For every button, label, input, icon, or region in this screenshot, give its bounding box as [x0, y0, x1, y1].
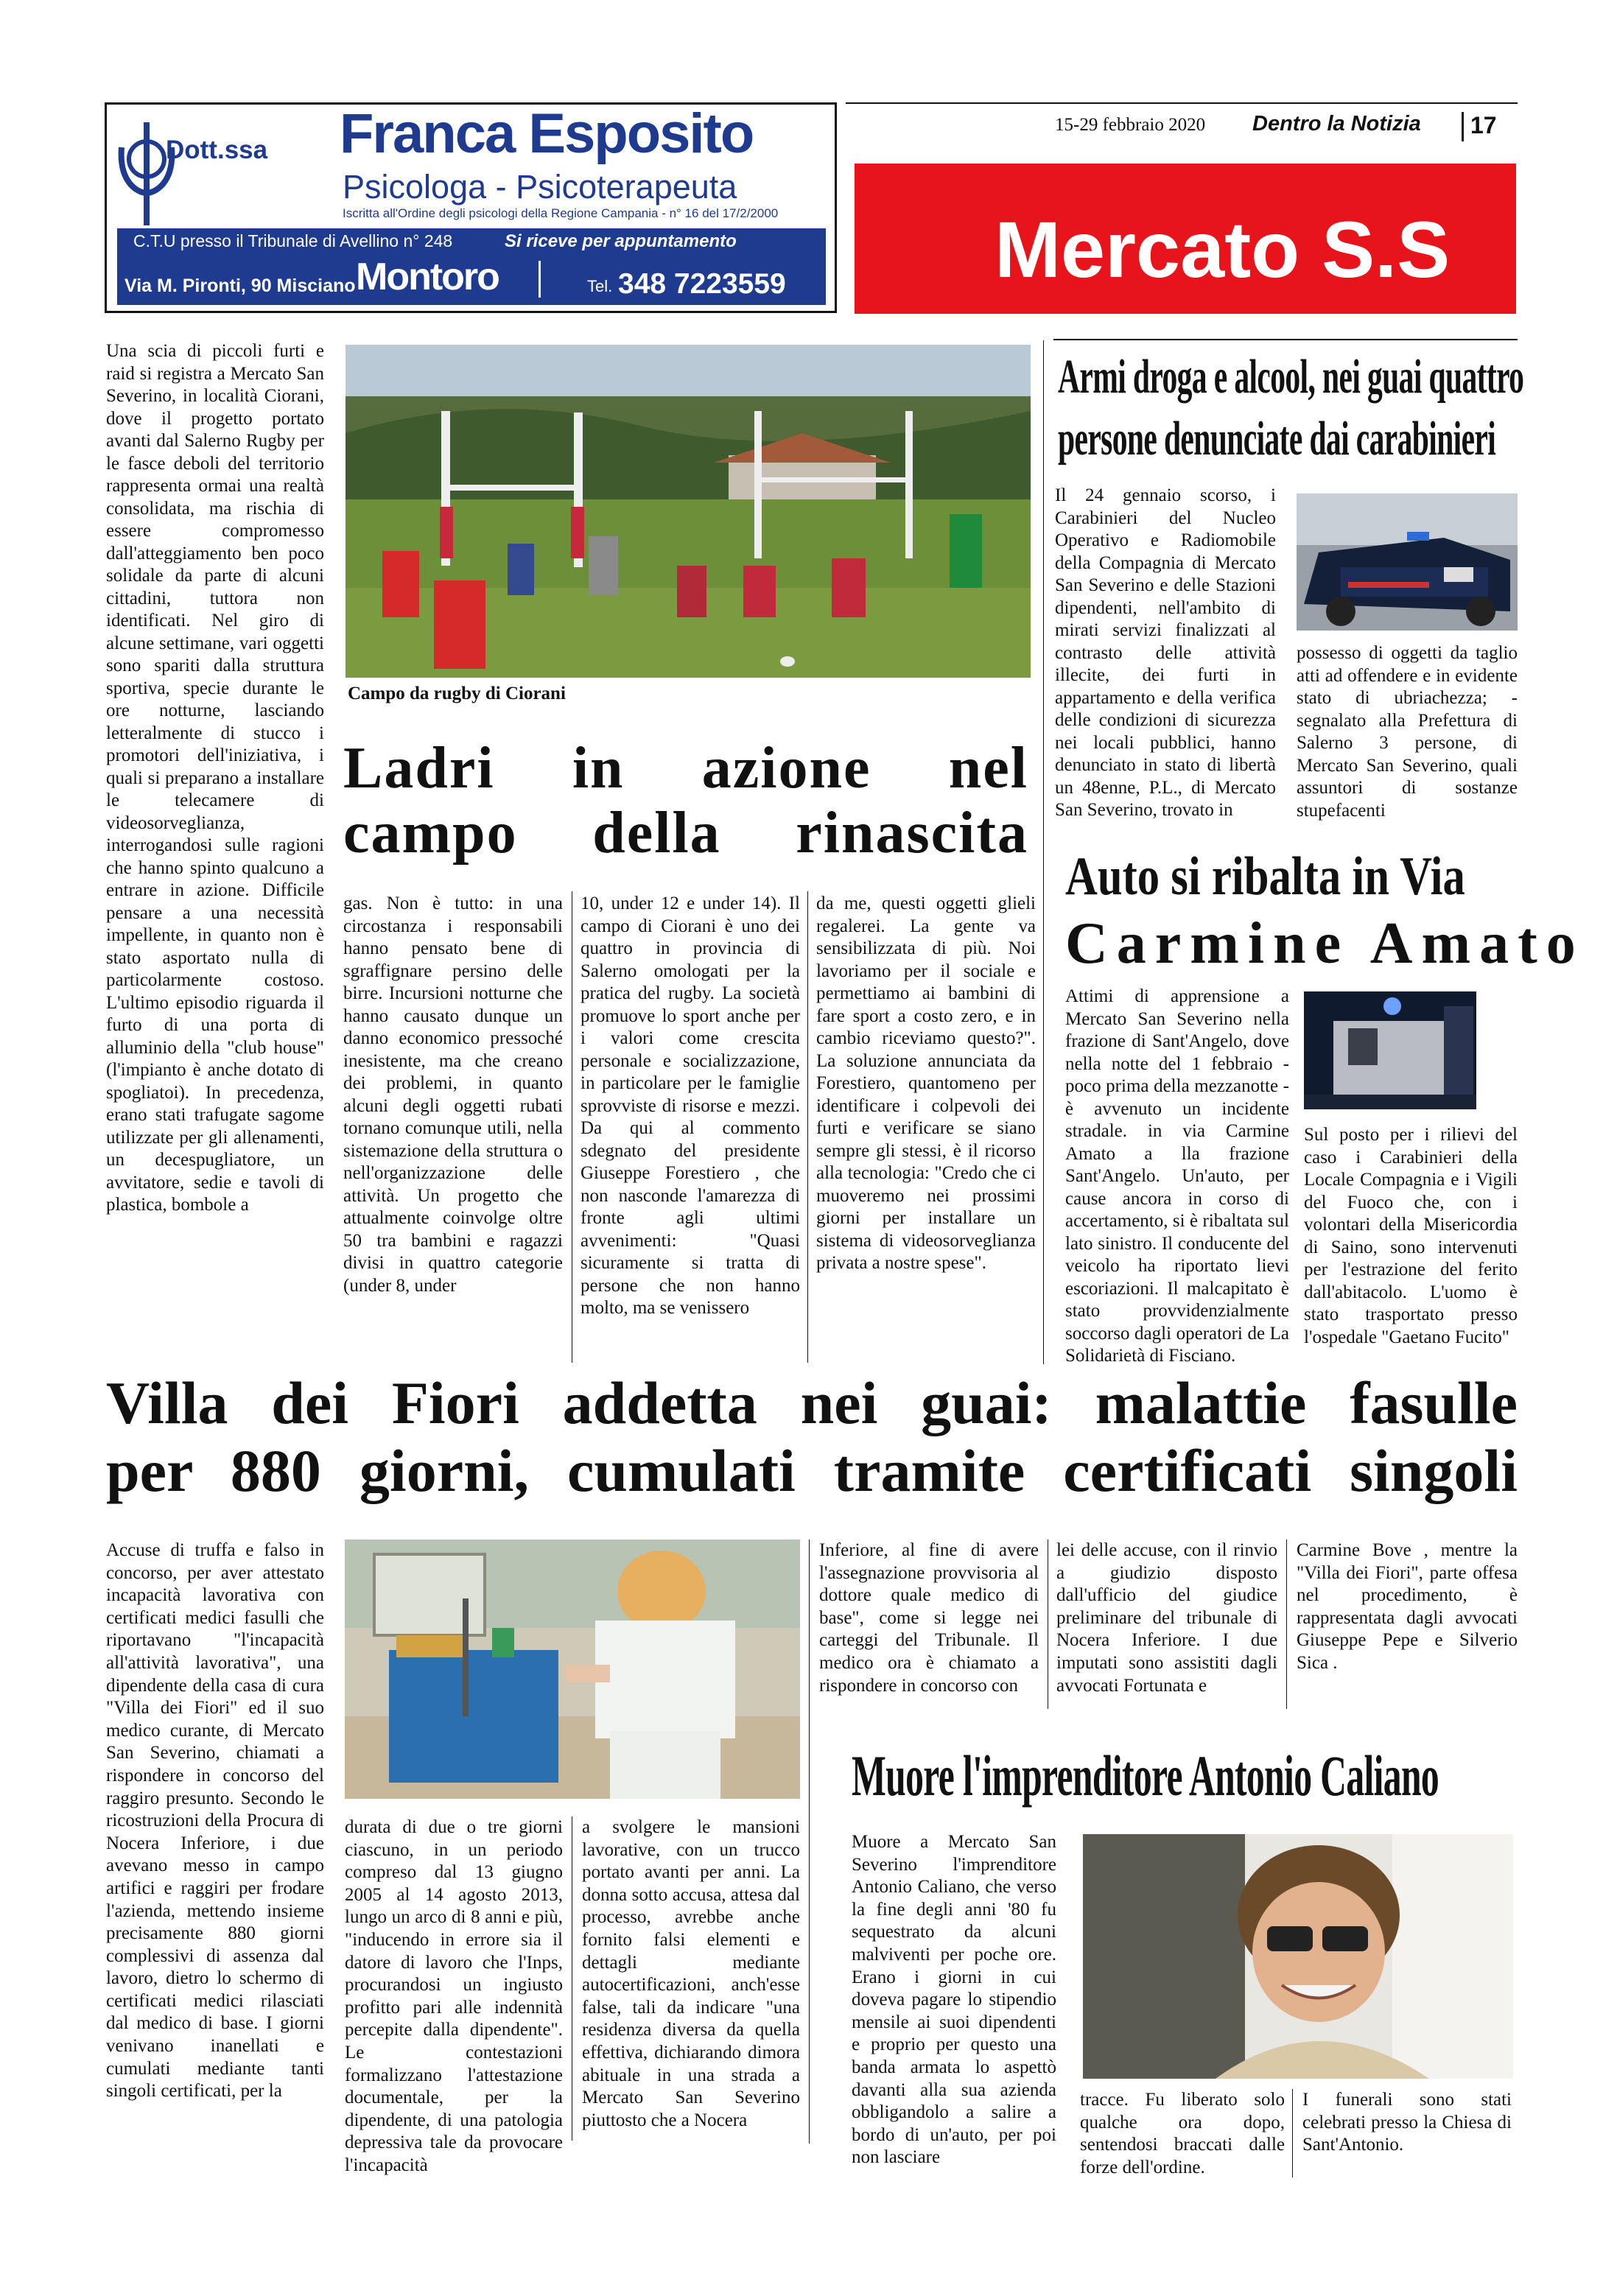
- art5-column-3: I funerali sono stati celebrati presso la Chiesa di Sant'Antonio.: [1302, 2090, 1512, 2155]
- art2-title-line1: Armi droga e alcool, nei guai quattro: [1058, 350, 1524, 404]
- overturned-car-photo: [1304, 991, 1476, 1109]
- art4-title-line1: Villa dei Fiori addetta nei guai: malattie fasulle: [106, 1369, 1518, 1436]
- right-column-rule: [1043, 340, 1044, 1364]
- advert-tel-label: Tel.: [587, 277, 613, 295]
- art1-column-1: Una scia di piccoli furti e raid si registra a Mercato San Severino, in località Ciorani, dove il progetto portato avanti dal Salerno Rugby per le fasce deboli del territorio rappresenta ormai una realtà consolidata, ma rischia di essere compromesso dall'atteggiamento ben poco solidale da parte di alcuni cittadini, tuttora non identificati. Nel giro di alcune settimane, vari oggetti sono spariti dalla struttura sportiva, specie durante le ore notturne, lasciando letteralmente di stucco i promotori dell'iniziativa, i quali si preparano a installare le telecamere di videosorveglianza, interrogandosi sulle ragioni che hanno spinto qualcuno a entrare in azione. Difficile pensare a una necessità impellente, in quanto non è stato asportato nulla di particolarmente costoso. L'ultimo episodio riguarda il furto di una porta di alluminio della "club house" (l'impianto è anche dotato di spogliatoi). In precedenza, erano stati trafugate sagome utilizzate per gli allenamenti, un decespugliatore, un avvitatore, sedie e tavoli di plastica, bombole a: [106, 341, 324, 1215]
- advert-registration: Iscritta all'Ordine degli psicologi della Regione Campania - n° 16 del 17/2/2000: [343, 206, 779, 220]
- art1-column-4: da me, questi oggetti glieli regalerei. La gente va sensibilizzata di più. Noi lavoriamo per il sociale e permettiamo ai bambini di fare sport a costo zero, e in cambio riceviamo questo?". La soluzione annunciata da Forestiero, quantomeno per identificare i colpevoli dei furti e verificare se siano sempre gli stessi, è il ricorso alla tecnologia: "Credo che ci muoveremo nei prossimi giorni per installare un sistema di videosorveglianza privata a nostre spese".: [816, 894, 1036, 1273]
- art1-column-3: 10, under 12 e under 14). Il campo di Ciorani è uno dei quattro in provincia di Salerno omologati per la pratica del rugby. La società promuove lo sport anche per i valori come crescita personale e socializzazione, in particolare per le famiglie sprovviste di risorse e mezzi. Da qui al commento sdegnato del presidente Giuseppe Forestiero , che non nasconde l'amarezza di fronte agli ultimi avvenimenti: "Quasi sicuramente si tratta di persone che non hanno molto, ma se venissero: [580, 894, 800, 1318]
- art5-title: Muore l'imprenditore Antonio Caliano: [852, 1744, 1439, 1808]
- art1-rule-2: [807, 891, 808, 1363]
- art3-title-line2: Carmine Amato: [1065, 911, 1585, 976]
- art2-column-1: Il 24 gennaio scorso, i Carabinieri del Nucleo Operativo e Radiomobile della Compagnia di Mercato San Severino e delle Stazioni dipendenti, nell'ambito di mirati servizi finalizzati al contrasto delle attività illecite, dei furti in appartamento e della verifica delle condizioni di sicurezza nei locali pubblici, hanno denunciato in stato di libertà un 48enne, P.L., di Mercato San Severino, trovato in: [1055, 485, 1276, 820]
- masthead-page-rule: [1462, 112, 1464, 141]
- advert-tel: 348 7223559: [618, 268, 786, 300]
- advert-box: [105, 102, 837, 313]
- advert-name: Franca Esposito: [340, 102, 754, 165]
- art4-rule-2: [809, 1540, 810, 2144]
- nurse-cart-photo: [345, 1540, 800, 1799]
- advert-ctu: C.T.U presso il Tribunale di Avellino n° 248: [133, 231, 453, 250]
- carabinieri-car-photo: [1297, 494, 1518, 631]
- art2-title-line2: persone denunciate dai carabinieri: [1058, 412, 1496, 466]
- art2-column-2: possesso di oggetti da taglio atti ad offendere e in evidente stato di ubriachezza; - segnalato alla Prefettura di Salerno 3 persone, di Mercato San Severino, quali assuntori di sostanze stupefacenti: [1297, 643, 1518, 821]
- art3-title-line1: Auto si ribalta in Via: [1065, 846, 1465, 907]
- rugby-photo-caption: Campo da rugby di Ciorani: [348, 684, 566, 703]
- advert-dott: Dott.ssa: [166, 136, 268, 164]
- art4-column-4: Inferiore, al fine di avere l'assegnazione provvisoria al dottore quale medico di base", come si legge nei carteggi del Tribunale. Il medico ora è chiamato a rispondere in concorso con: [819, 1540, 1039, 1696]
- art4-column-3: a svolgere le mansioni lavorative, con un trucco portato avanti per anni. La donna sotto accusa, attesa dal processo, avrebbe anche fornito falsi elementi e dettagli mediante autocertificazioni, anch'esse false, tali da indicare "una residenza diversa da quella effettiva, dichiarando dimora abituale in una strada a Mercato San Severino piuttosto che a Nocera: [582, 1817, 800, 2130]
- art4-column-6: Carmine Bove , mentre la "Villa dei Fiori", parte offesa nel procedimento, è rappresentata dagli avvocati Giuseppe Pepe e Silverio Sica .: [1297, 1540, 1518, 1673]
- art5-column-1: Muore a Mercato San Severino l'imprenditore Antonio Caliano, che verso la fine degli anni '80 fu sequestrato da alcuni malviventi per poche ore. Erano i giorni in cui doveva pagare lo stipendio mensile ai suoi dipendenti e proprio per questo una banda armata lo aspettò davanti alla sua azienda obbligandolo a salire a bordo di un'auto, per poi non lasciare: [852, 1832, 1056, 2168]
- art1-title-line2: campo della rinascita: [343, 801, 1028, 866]
- masthead-page-number: 17: [1470, 112, 1497, 138]
- art4-column-2: durata di due o tre giorni ciascuno, in un periodo compreso dal 13 giugno 2005 al 14 agosto 2013, lungo un arco di 8 anni e più, "inducendo in errore sia il datore di lavoro che l'Inps, procurandosi un ingiusto profitto pari alle indennità percepite dalla dipendente". Le contestazioni formalizzano l'attestazione documentale, per la dipendente, di una patologia depressiva tale da provocare l'incapacità: [345, 1817, 563, 2175]
- masthead-date: 15-29 febbraio 2020: [1055, 115, 1206, 135]
- advert-address: Via M. Pironti, 90 Misciano: [124, 275, 356, 296]
- art5-rule: [1292, 2089, 1293, 2177]
- art2-top-rule: [1053, 339, 1518, 340]
- art1-column-2: gas. Non è tutto: in una circostanza i responsabili hanno pensato bene di sgraffignare persino delle birre. Incursioni notturne che hanno causato dunque un danno economico pressoché inesistente, ma che creano dei problemi, in quanto alcuni degli oggetti rubati tornano comunque utili, nella sistemazione della struttura o nell'organizzazione delle attività. Un progetto che attualmente coinvolge oltre 50 tra bambini e ragazzi divisi in quattro categorie (under 8, under: [343, 894, 563, 1296]
- advert-town: Montoro: [356, 256, 499, 298]
- antonio-caliano-portrait: [1083, 1834, 1513, 2079]
- rugby-field-photo: [346, 345, 1031, 678]
- art5-column-2: tracce. Fu liberato solo qualche ora dopo, sentendosi braccati dalle forze dell'ordine.: [1080, 2090, 1285, 2177]
- section-title: Mercato S.S: [995, 205, 1451, 294]
- masthead-paper: Dentro la Notizia: [1252, 112, 1421, 136]
- advert-profession: Psicologa - Psicoterapeuta: [343, 168, 737, 206]
- art4-column-1: Accuse di truffa e falso in concorso, per aver attestato incapacità lavorativa con certificati medici fasulli che riportavano "l'incapacità all'attività lavorativa", una dipendente della casa di cura "Villa dei Fiori" ed il suo medico curante, di Mercato San Severino, chiamati a rispondere in concorso del raggiro presunto. Secondo le ricostruzioni della Procura di Nocera Inferiore, i due avevano messo in campo artifici e raggiri per frodare l'azienda, mettendo insieme precisamente 880 giorni complessivi di assenza dal lavoro, dietro lo schermo di certificati medici rilasciati dal medico di base. I giorni venivano inanellati e cumulati mediante tanti singoli certificati, per la: [106, 1540, 324, 2102]
- art1-title-line1: Ladri in azione nel: [343, 736, 1028, 801]
- psi-logo-icon: [117, 118, 176, 227]
- masthead-top-rule: [846, 102, 1518, 104]
- art4-rule-4: [1286, 1540, 1287, 1709]
- advert-appointment: Si riceve per appuntamento: [505, 231, 737, 251]
- art4-title-line2: per 880 giorni, cumulati tramite certificati singoli: [106, 1437, 1518, 1504]
- art3-column-1: Attimi di apprensione a Mercato San Severino nella frazione di Sant'Angelo, dove nella notte del 1 febbraio - poco prima della mezzanotte - è avvenuto un incidente stradale. in via Carmine Amato a lla frazione Sant'Angelo. Un'auto, per cause ancora in corso di accertamento, si è ribaltata sul lato sinistro. Il conducente del veicolo ha riportato lievi escoriazioni. Il malcapitato è stato provvidenzialmente soccorso dagli operatori de La Solidarietà di Fisciano.: [1065, 986, 1289, 1366]
- art4-column-5: lei delle accuse, con il rinvio a giudizio disposto dall'ufficio del giudice preliminare del tribunale di Nocera Inferiore. I due imputati sono assistiti dagli avvocati Fortunata e: [1056, 1540, 1277, 1696]
- advert-divider: [539, 261, 541, 298]
- art3-column-2: Sul posto per i rilievi del caso i Carabinieri della Locale Compagnia e i Vigili del Fuoco che, con i volontari della Misericordia di Saino, sono intervenuti per l'estrazione del ferito dall'abitacolo. L'uomo è stato trasportato presso l'ospedale "Gaetano Fucito": [1304, 1125, 1518, 1347]
